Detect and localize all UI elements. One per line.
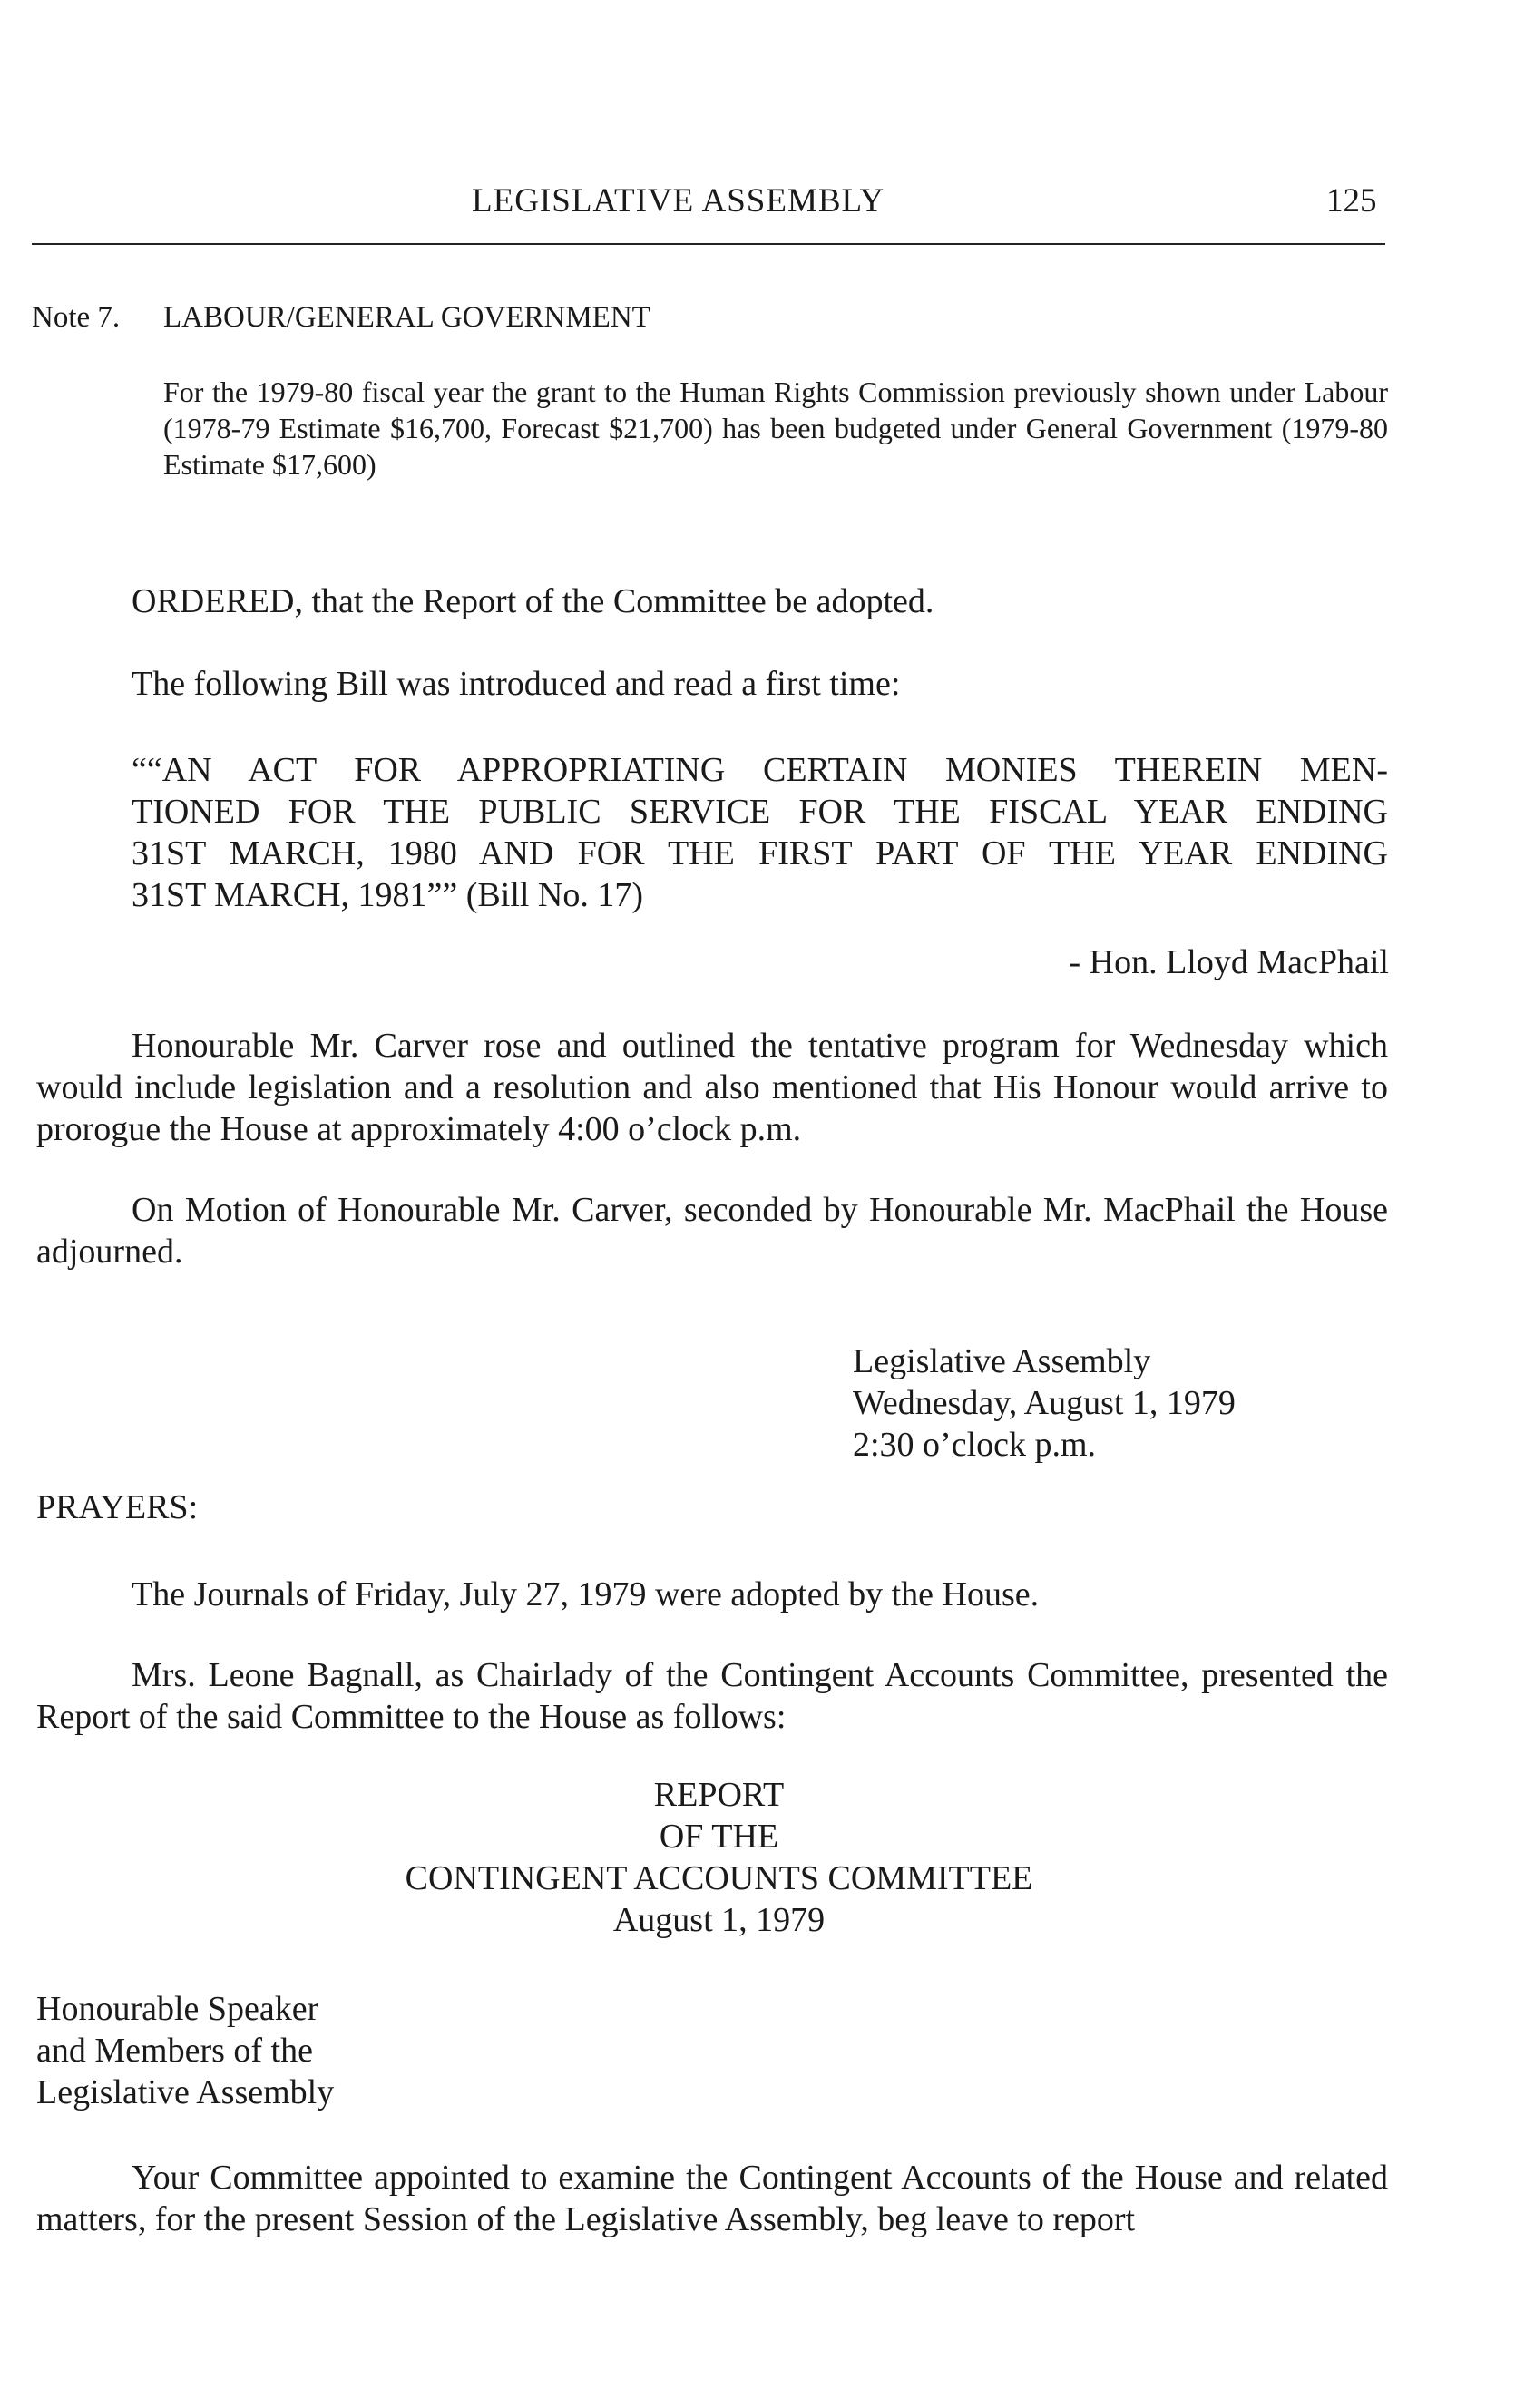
header-rule [32,243,1385,245]
bill-title-line: TIONED FOR THE PUBLIC SERVICE FOR THE FISCAL YEAR ENDING [132,793,1388,831]
bill-title-line: 31ST MARCH, 1981”” (Bill No. 17) [132,876,644,914]
presentation-paragraph: Mrs. Leone Bagnall, as Chairlady of the Contingent Accounts Committee, presented the Report of the said Committee to the House as follows: [36,1656,1388,1736]
sitting-date: Wednesday, August 1, 1979 [853,1384,1236,1422]
bill-title-line: ““AN ACT FOR APPROPRIATING CERTAIN MONIES THEREIN MEN- [132,751,1388,789]
note-text: For the 1979-80 fiscal year the grant to the Human Rights Commission previously shown under Labour (1978-79 Estimate $16,700, Forecast $21,700) has been budgeted under General Government (1979-80 Estimate $17,600) [163,375,1388,481]
report-heading [0,1774,1438,1941]
bill-title-line: 31ST MARCH, 1980 AND FOR THE FIRST PART OF THE YEAR ENDING [132,834,1388,873]
report-heading-line: CONTINGENT ACCOUNTS COMMITTEE [405,1859,1033,1897]
journals-paragraph: The Journals of Friday, July 27, 1979 were adopted by the House. [132,1575,1040,1613]
bill-sponsor: - Hon. Lloyd MacPhail [1069,943,1389,981]
note-title: LABOUR/GENERAL GOVERNMENT [163,301,650,334]
report-address [36,1988,334,2113]
prayers-heading: PRAYERS: [36,1488,199,1526]
note-label: Note 7. [32,301,121,334]
page-number: 125 [1326,182,1377,219]
ordered-statement: ORDERED, that the Report of the Committee be adopted. [132,582,934,620]
sitting-place: Legislative Assembly [853,1342,1151,1380]
report-date: August 1, 1979 [612,1901,826,1939]
sitting-dateline [853,1340,1236,1466]
report-heading-line: REPORT [653,1776,785,1814]
address-line: Legislative Assembly [36,2073,335,2111]
report-heading-line: OF THE [659,1818,779,1856]
bill-introduction: The following Bill was introduced and read a first time: [132,665,901,703]
sitting-time: 2:30 o’clock p.m. [853,1426,1097,1464]
address-line: Honourable Speaker [36,1990,319,2028]
bill-title [132,749,1388,916]
address-line: and Members of the [36,2032,313,2070]
motion-paragraph: On Motion of Honourable Mr. Carver, seconded by Honourable Mr. MacPhail the House adjourned. [36,1191,1388,1271]
carver-paragraph: Honourable Mr. Carver rose and outlined the tentative program for Wednesday which would include legislation and a resolution and also mentioned that His Honour would arrive to prorogue the House at approximately 4:00 o’clock p.m. [36,1027,1388,1148]
running-head: LEGISLATIVE ASSEMBLY [472,182,885,219]
report-body: Your Committee appointed to examine the Contingent Accounts of the House and related matters, for the present Session of the Legislative Assembly, beg leave to report [36,2159,1388,2238]
